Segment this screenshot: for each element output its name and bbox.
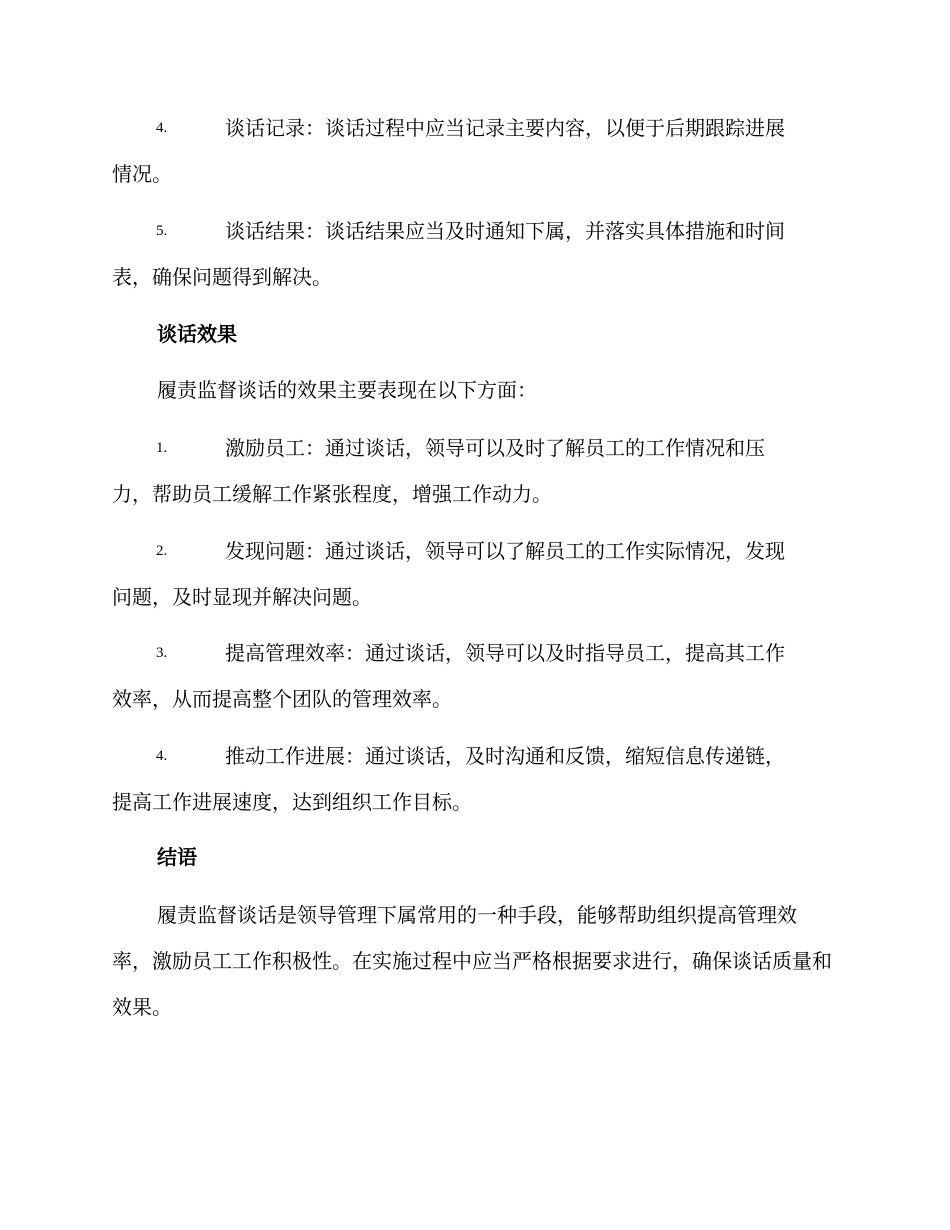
list-item-text-line1: 提高管理效率：通过谈话，领导可以及时指导员工，提高其工作 [225, 641, 785, 665]
list-number: 2. [156, 543, 168, 559]
list-item-text-line1: 推动工作进展：通过谈话，及时沟通和反馈，缩短信息传递链， [225, 744, 785, 768]
list-item-text-line2: 效率，从而提高整个团队的管理效率。 [112, 687, 452, 711]
list-item-record [112, 105, 834, 197]
list-item-text-line2: 问题，及时显现并解决问题。 [112, 585, 372, 609]
list-item-result [112, 208, 834, 300]
list-item-progress [112, 733, 834, 825]
list-item-text-line2: 情况。 [112, 162, 172, 186]
list-item-text-line1: 发现问题：通过谈话，领导可以了解员工的工作实际情况，发现 [225, 539, 785, 563]
list-item-text-line1: 谈话结果：谈话结果应当及时通知下属，并落实具体措施和时间 [225, 219, 785, 243]
list-number: 1. [156, 440, 168, 456]
conclusion-paragraph: 履责监督谈话是领导管理下属常用的一种手段，能够帮助组织提高管理效率，激励员工工作积极性。在实施过程中应当严格根据要求进行，确保谈话质量和效果。 [112, 903, 832, 1019]
list-item-text-line2: 力，帮助员工缓解工作紧张程度，增强工作动力。 [112, 482, 552, 506]
list-number: 3. [156, 645, 168, 661]
section-heading-effect: 谈话效果 [157, 322, 237, 346]
list-item-text-line2: 表，确保问题得到解决。 [112, 265, 332, 289]
list-item-efficiency [112, 630, 834, 722]
section-intro-paragraph: 履责监督谈话的效果主要表现在以下方面： [157, 378, 537, 402]
list-number: 5. [156, 223, 168, 239]
list-item-text-line1: 激励员工：通过谈话，领导可以及时了解员工的工作情况和压 [225, 436, 765, 460]
section-heading-conclusion: 结语 [157, 845, 197, 869]
list-item-motivate [112, 425, 834, 517]
list-number: 4. [156, 748, 168, 764]
list-item-text-line1: 谈话记录：谈话过程中应当记录主要内容，以便于后期跟踪进展 [225, 116, 785, 140]
list-item-discover [112, 528, 834, 620]
list-number: 4. [156, 120, 168, 136]
list-item-text-line2: 提高工作进展速度，达到组织工作目标。 [112, 790, 472, 814]
